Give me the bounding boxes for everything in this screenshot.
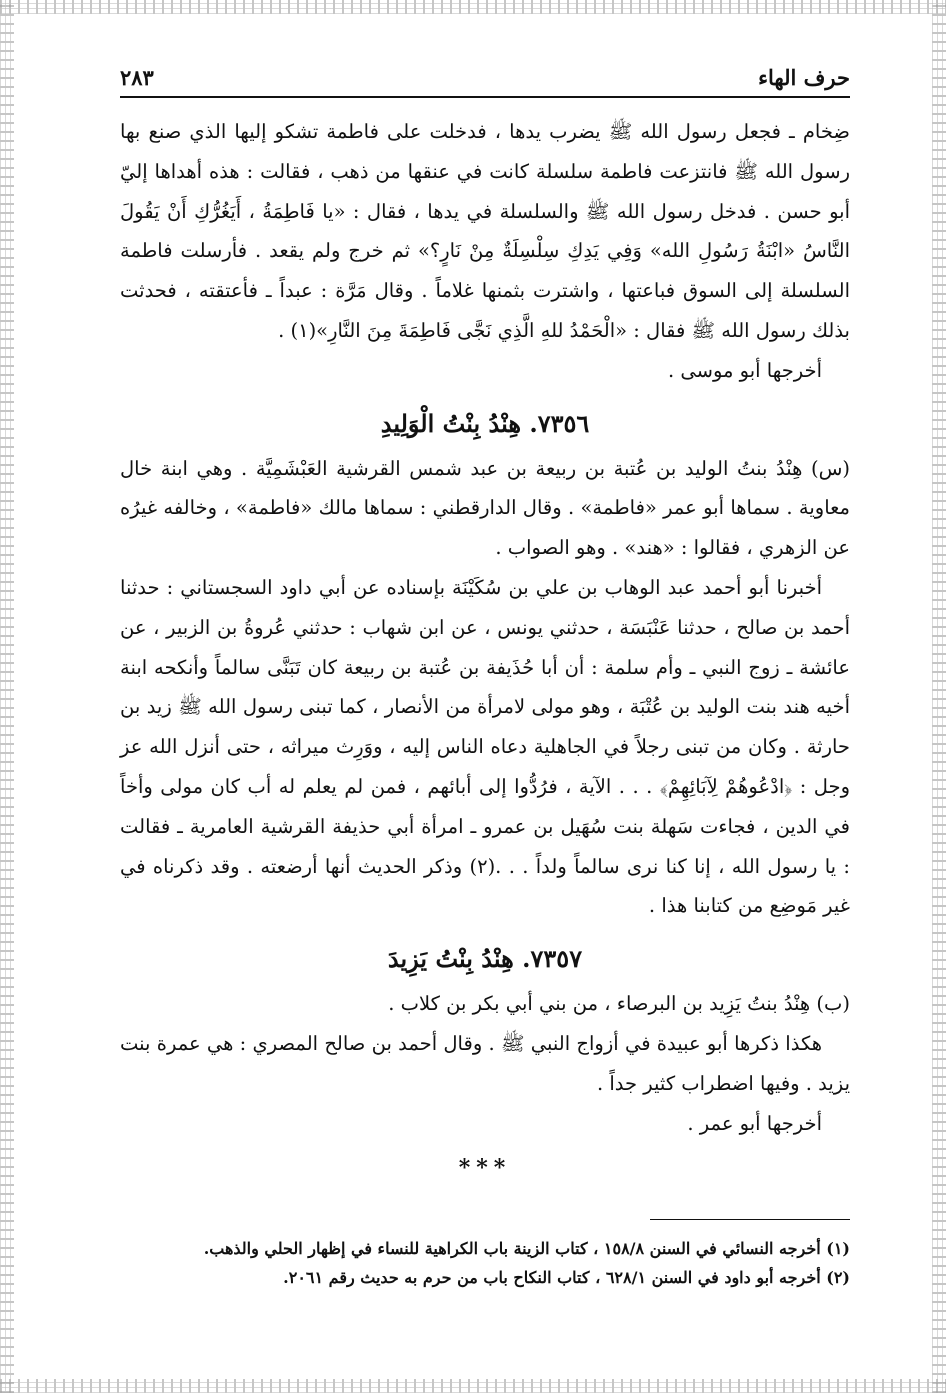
paragraph-entry-7356-hadith: أخبرنا أبو أحمد عبد الوهاب بن علي بن سُكَيْنَة بإسناده عن أبي داود السجستاني : حدثنا أحمد بن صالح ، حدثنا عَنْبَسَة ، حدثني يونس ، عن ابن شهاب : حدثني عُروةُ بن الزبير ، عن عائشة ـ زوج النبي ـ وأم سلمة : أن أبا حُذَيفة بن عُتبة بن ربيعة كان تَبَنَّى سالماً وأنكحه ابنة أخيه هند بنت الوليد بن عُتْبَة ، وهو مولى لامرأة من الأنصار ، كما تبنى رسول الله ﷺ زيد بن حارثة . وكان من تبنى رجلاً في الجاهلية دعاه الناس إليه ، ووَرِث ميراثه ، حتى أنزل الله عز وجل : ﴿ادْعُوهُمْ لِآبَائِهِمْ﴾ . . . الآية ، فرُدُّوا إلى أبائهم ، فمن لم يعلم له أب كان مولى وأخاً في الدين ، فجاءت سَهلة بنت سُهَيل بن عمرو ـ امرأة أبي حذيفة القرشية العامرية ـ فقالت : يا رسول الله ، إنا كنا نرى سالماً ولداً . . .(٢) وذكر الحديث أنها أرضعته . وقد ذكرناه في غير مَوضِع من كتابنا هذا . [120, 575, 850, 918]
paragraph-entry-7356-intro: (س) هِنْدُ بنتُ الوليد بن عُتبة بن ربيعة بن عبد شمس القرشية العَبْشَمِيَّة . وهي ابنة خال معاوية . سماها أبو عمر «فاطمة» . وقال الدارقطني : سماها مالك «فاطمة» ، وخالفه غيرُه عن الزهري ، فقالوا : «هند» . وهو الصواب . [120, 456, 850, 560]
footnote-2: (٢) أخرجه أبو داود في السنن ٦٢٨/١ ، كتاب النكاح باب من حرم به حديث رقم ٢٠٦١. [283, 1268, 850, 1288]
page-border-top [0, 0, 946, 14]
running-header [120, 58, 850, 98]
page-number: ٢٨٣ [120, 65, 154, 90]
paragraph-entry-7357-intro: (ب) هِنْدُ بنتُ يَزِيد بن البرصاء ، من بني أبي بكر بن كلاب . [388, 992, 850, 1016]
paragraph-entry-7357-source: أخرجها أبو عمر . [687, 1111, 822, 1135]
main-text [120, 112, 850, 1191]
book-page [120, 58, 850, 1292]
paragraph-continuation: ضِخام ـ فجعل رسول الله ﷺ يضرب يدها ، فدخلت على فاطمة تشكو إليها الذي صنع بها رسول الله ﷺ فانتزعت فاطمة سلسلة كانت في عنقها من ذهب ، فقالت : هذه أهداها إليّ أبو حسن . فدخل رسول الله ﷺ والسلسلة في يدها ، فقال : «يا فَاطِمَةُ ، أَيَغُرُّكِ أَنْ يَقُولَ النَّاسُ «ابْنَةُ رَسُولِ الله» وَفِي يَدِكِ سِلْسِلَةٌ مِنْ نَارٍ؟» ثم خرج ولم يقعد . فأرسلت فاطمة السلسلة إلى السوق فباعتها ، واشترت بثمنها غلاماً . وقال مَرَّة : عبداً ـ فأعتقته ، فحدثت بذلك رسول الله ﷺ فقال : «الْحَمْدُ للهِ الَّذِي نَجَّى فَاطِمَةَ مِنَ النَّارِ»(١) . [120, 120, 850, 342]
paragraph-source-note: أخرجها أبو موسى . [667, 358, 822, 382]
page-border-right [932, 0, 946, 1393]
section-separator: *** [458, 1155, 512, 1182]
entry-title-7357: ٧٣٥٧. هِنْدُ بِنْتُ يَزِيدَ [387, 944, 583, 974]
footnote-1: (١) أخرجه النسائي في السنن ١٥٨/٨ ، كتاب الزينة باب الكراهية للنساء في إظهار الحلي والذهب. [203, 1239, 850, 1259]
footnote-divider [650, 1219, 850, 1220]
page-border-bottom [0, 1379, 946, 1393]
page-border-left [0, 0, 14, 1393]
entry-title-7356: ٧٣٥٦. هِنْدُ بِنْتُ الْوَلِيدِ [380, 408, 590, 438]
paragraph-entry-7357-note: هكذا ذكرها أبو عبيدة في أزواج النبي ﷺ . وقال أحمد بن صالح المصري : هي عمرة بنت يزيد . وفيها اضطراب كثير جداً . [120, 1031, 850, 1095]
footnotes [120, 1234, 850, 1292]
section-title: حرف الهاء [758, 65, 850, 90]
